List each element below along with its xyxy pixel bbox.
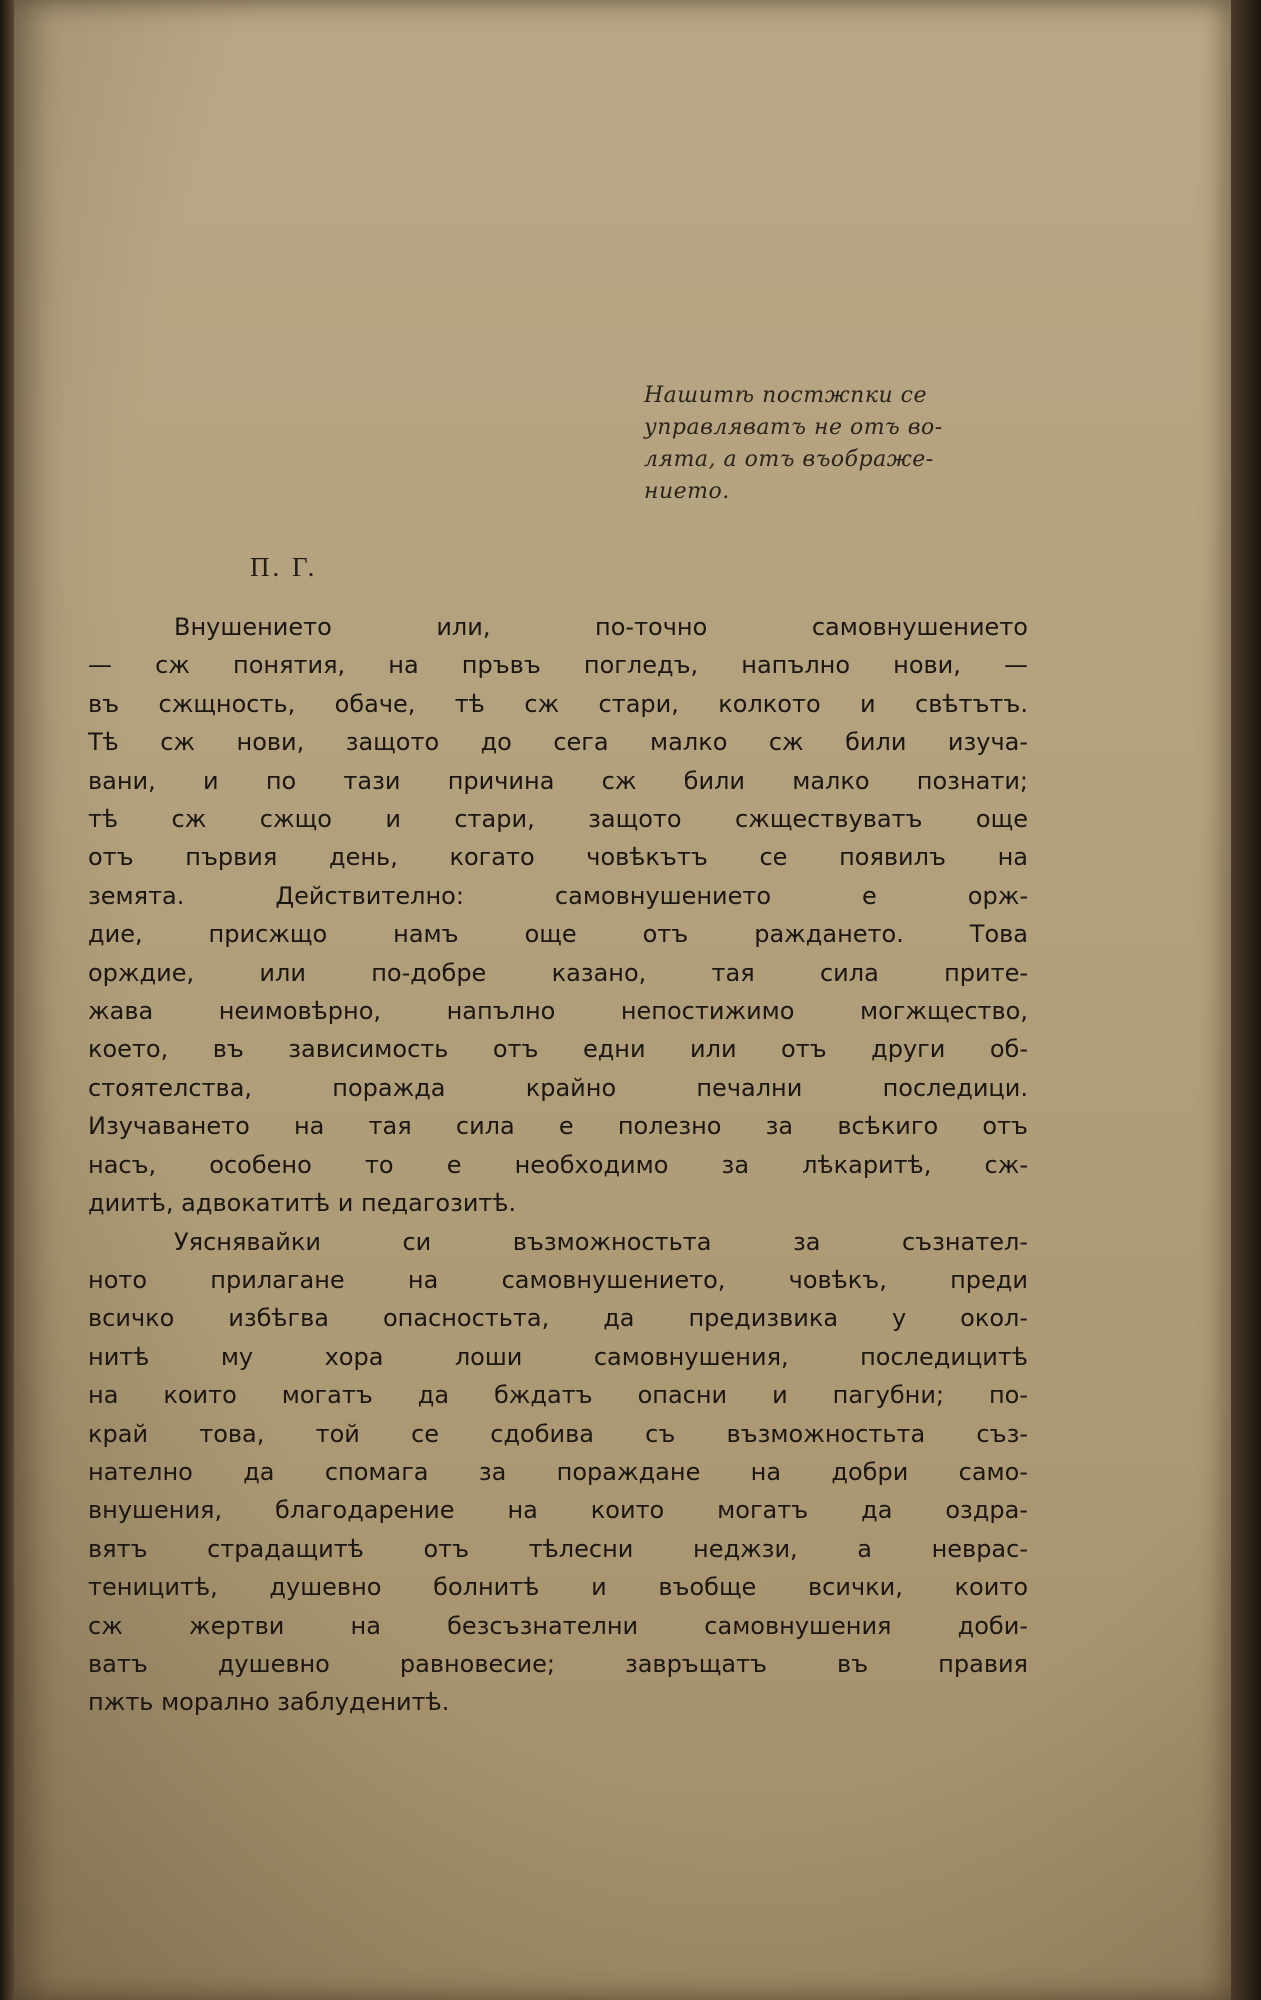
text-line: диитѣ, адвокатитѣ и педагозитѣ. [88,1189,517,1218]
text-line: теницитѣ, душевно болнитѣ и въобще всички, които [88,1573,1028,1602]
text-line: вани, и по тази причина сж били малко познати; [88,766,1028,795]
text-line: сж жертви на безсъзнателни самовнушения доби- [88,1611,1028,1640]
text-line: ното прилагане на самовнушението, човѣкъ, преди [88,1265,1028,1294]
epigraph-author: П. Г. [250,552,318,582]
text-line: стоятелства, поражда крайно печални последици. [88,1073,1028,1102]
epigraph-line: нието. [644,479,730,504]
text-line: пжть морално заблуденитѣ. [88,1688,450,1717]
text-line: край това, той се сдобива съ възможностьта съз- [88,1419,1028,1448]
epigraph-line: Нашитѣ постжпки се [644,383,927,408]
text-line: насъ, особено то е необходимо за лѣкаритѣ, сж- [88,1150,1028,1179]
text-line: орждие, или по-добре казано, тая сила прите- [88,958,1028,987]
text-line: на които могатъ да бждатъ опасни и пагубни; по- [88,1381,1028,1410]
text-line: всичко избѣгва опасностьта, да предизвика у окол- [88,1304,1028,1333]
book-spine-shadow [0,0,14,2000]
text-line: Внушението или, по-точно самовнушението [174,613,1028,641]
text-line: жава неимовѣрно, напълно непостижимо могжщество, [88,997,1028,1026]
text-line: Уяснявайки си възможностьта за съзнател- [174,1227,1028,1256]
text-line: внушения, благодарение на които могатъ да оздра- [88,1496,1028,1525]
book-page [14,0,1231,2000]
text-line: нитѣ му хора лоши самовнушения, последицитѣ [88,1342,1028,1371]
book-cover-edge [1231,0,1261,2000]
text-line: Изучаването на тая сила е полезно за всѣкиго отъ [88,1112,1028,1141]
text-line: отъ първия день, когато човѣкътъ се появилъ на [88,843,1028,872]
text-line: ватъ душевно равновесие; завръщатъ въ правия [88,1649,1028,1678]
text-line: — сж понятия, на пръвъ погледъ, напълно нови, — [88,651,1028,680]
epigraph-line: лята, а отъ въображе- [644,447,934,472]
text-line: нателно да спомага за пораждане на добри само- [88,1457,1028,1486]
text-line: въ сжщность, обаче, тѣ сж стари, колкото и свѣтътъ. [88,689,1028,718]
text-line: което, въ зависимость отъ едни или отъ други об- [88,1035,1028,1064]
text-line: тѣ сж сжщо и стари, защото сжществуватъ още [88,805,1028,834]
text-line: Тѣ сж нови, защото до сега малко сж били изуча- [88,728,1028,757]
body-text [88,608,1028,1722]
text-line: земята. Действително: самовнушението е орж- [88,881,1028,910]
text-line: вятъ страдащитѣ отъ тѣлесни неджзи, а неврас- [88,1534,1028,1563]
epigraph-line: управляватъ не отъ во- [644,415,943,440]
epigraph [644,380,1034,508]
text-line: дие, присжщо намъ още отъ раждането. Това [88,920,1028,949]
